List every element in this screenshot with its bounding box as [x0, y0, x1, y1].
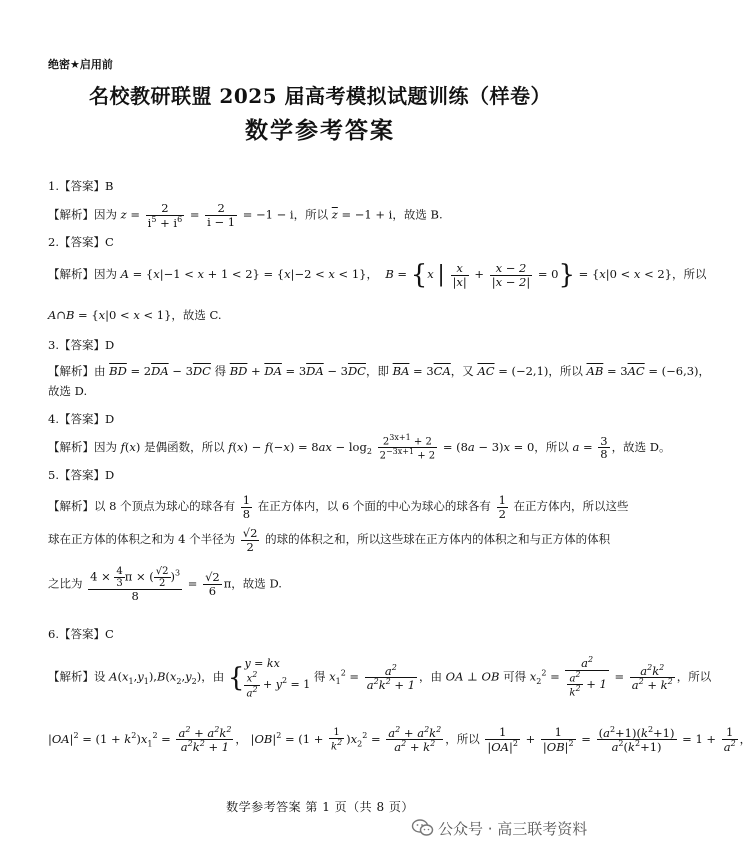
- solution-1: 【解析】因为 z = $\frac{2}{i^5 + i^6}$ = $\frac{2}{i - 1}$ = −1 − i，所以 $\overline{z} = -1 + i$，故选 B.: [48, 201, 443, 230]
- solution-4: 【解析】因为 f(x) 是偶函数，所以 $f(x) - f(-x) = 8ax - \log_2$ $\frac{2^{3x+1} + 2}{2^{-3x+1} + 2}$ = (8a − 3)x = 0，所以 a = $\frac{3}{8}$ ，故选 D。: [48, 433, 671, 462]
- answer-4-label: 4.【答案】D: [48, 412, 115, 426]
- watermark: [412, 818, 587, 841]
- solution-3-line1: 【解析】由 $\overline{BD} = 2\overline{DA} - 3\overline{DC}$ 得 $\overline{BD} + \overline{DA} = 3\overline{DA} - 3\overline{DC}$，即 $\overline{BA} = 3\overline{CA}$，又 $\overline{AC} = (-2,1)$，所以 $\overline{AB} = 3\overline{AC} = (-6,3)$，: [48, 364, 711, 378]
- solution-5-line2: 球在正方体的体积之和为 4 个半径为 $\frac{√2}{2}$ 的球的体积之和，所以这些球在正方体内的体积之和与正方体的体积: [48, 526, 611, 554]
- solution-3-line2: 故选 D.: [48, 384, 88, 398]
- answer-2-label: 2.【答案】C: [48, 235, 114, 249]
- answer-3-label: 3.【答案】D: [48, 338, 115, 352]
- wechat-icon: [412, 819, 434, 841]
- solution-2-line2: A∩B = {x|0 < x < 1}，故选 C.: [48, 308, 222, 322]
- document-subtitle: 数学参考答案: [245, 117, 395, 144]
- solution-5-line3: 之比为 4 × $\frac{4}{3}$ π × ( $\frac{√2}{2}$ )$^3$ 8 = $\frac{√2}{6}$ π，故选 D.: [48, 566, 282, 603]
- solution-6-line1: 【解析】设 $A(x_1,y_1),B(x_2,y_2)$，由 {y = kx $\frac{x^2}{a^2}$ + $y^2 = 1$ 得 $x_1^2$ = $\frac{a^2}{a^2k^2 + 1}$ ，由 OA ⊥ OB 可得 $x_2^2$ = $a^2$ $\frac{a^2}{k^2}$ + 1 = $\frac{a^2k^2}{a^2 + k^2}$ ，所以: [48, 655, 712, 700]
- confidential-mark: 绝密★启用前: [48, 58, 113, 71]
- exam-title: 名校教研联盟 2025 届高考模拟试题训练（样卷）: [88, 84, 552, 108]
- answer-6-label: 6.【答案】C: [48, 627, 114, 641]
- solution-2-line1: 【解析】因为 A = {x|−1 < x + 1 < 2} = {x|−2 < x < 1}， B = {x | $\frac{x}{|x|}$ + $\frac{x - 2}{|x - 2|}$ = 0} = {x|0 < x < 2}，所以: [48, 260, 707, 291]
- answer-1-label: 1.【答案】B: [48, 179, 114, 193]
- solution-6-line2: $|OA|^2 = (1 + k^2)x_1^2$ = $\frac{a^2 + a^2k^2}{a^2k^2 + 1}$ ， $|OB|^2 = (1$ + $\frac{1}{k^2}$ )$x_2^2$ = $\frac{a^2 + a^2k^2}{a^2 + k^2}$ ，所以 $\frac{1}{|OA|^2}$ + $\frac{1}{|OB|^2}$ = $\frac{(a^2+1)(k^2+1)}{a^2(k^2+1)}$ = 1 + $\frac{1}{a^2}$ ，: [48, 725, 751, 755]
- solution-5-line1: 【解析】以 8 个顶点为球心的球各有 $\frac{1}{8}$ 在正方体内，以 6 个面的中心为球心的球各有 $\frac{1}{2}$ 在正方体内，所以这些: [48, 493, 629, 521]
- page-footer: 数学参考答案 第 1 页（共 8 页）: [226, 800, 414, 814]
- answer-5-label: 5.【答案】D: [48, 468, 115, 482]
- watermark-text: 公众号 · 高三联考资料: [438, 820, 588, 838]
